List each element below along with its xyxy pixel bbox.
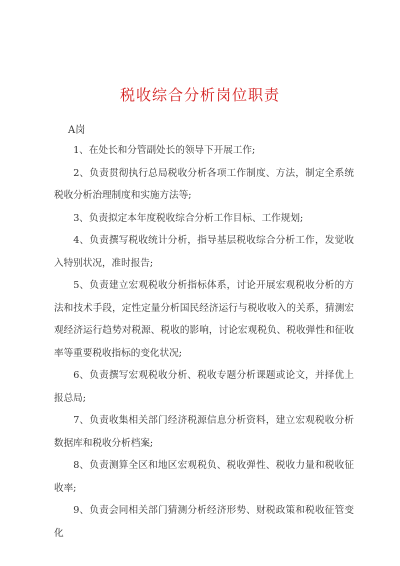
- duty-item-7: 7、负责收集相关部门经济税源信息分析资料，建立宏观税收分析数据库和税收分析档案;: [54, 415, 354, 449]
- duty-item-6: 6、负责撰写宏观税收分析、税收专题分析课题或论文，并择优上报总局;: [54, 370, 354, 404]
- duty-item-3: 3、负责拟定本年度税收综合分析工作目标、工作规划;: [73, 212, 304, 224]
- section-label: A岗: [68, 125, 86, 136]
- duty-item-9: 9、负责会同相关部门猜测分析经济形势、财税政策和税收征管变化: [54, 505, 354, 539]
- duty-item-2: 2、负责贯彻执行总局税收分析各项工作制度、方法，制定全系统税收分析治理制度和实施方法等;: [54, 167, 354, 201]
- duty-item-8: 8、负责测算全区和地区宏观税负、税收弹性、税收力量和税收征收率;: [54, 460, 354, 494]
- duty-item-1: 1、在处长和分管副处长的领导下开展工作;: [73, 145, 256, 156]
- document-body: [54, 140, 354, 545]
- document-title: 税收综合分析岗位职责: [119, 86, 280, 104]
- duty-item-4: 4、负责撰写税收统计分析，指导基层税收综合分析工作，发觉收入特别状况，准时报告;: [54, 235, 354, 269]
- duty-item-5: 5、负责建立宏观税收分析指标体系，讨论开展宏观税收分析的方法和技术手段，定性定量分析国民经济运行与税收收入的关系，猜测宏观经济运行趋势对税源、税收的影响，讨论宏观税负、税收弹性和征收率等重要税收指标的变化状况;: [54, 280, 354, 359]
